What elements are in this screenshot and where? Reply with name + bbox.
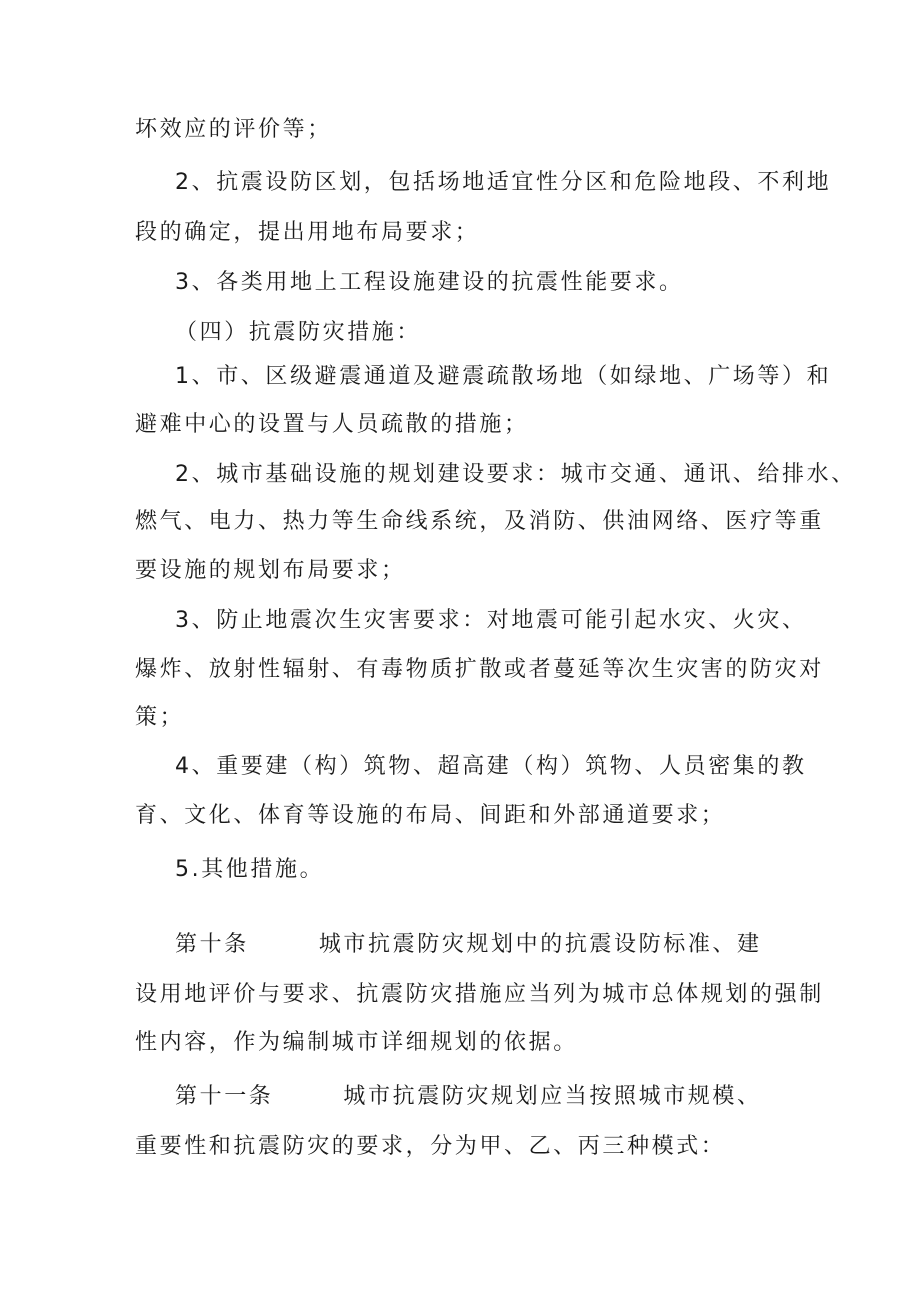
article-number: 第十一条 xyxy=(175,1084,274,1109)
text-line: 策； xyxy=(135,705,185,730)
article-11-heading-line xyxy=(175,1082,762,1112)
article-number: 第十条 xyxy=(175,932,249,957)
text-line: 燃气、电力、热力等生命线系统，及消防、供油网络、医疗等重 xyxy=(135,509,824,534)
text-line: 性内容，作为编制城市详细规划的依据。 xyxy=(135,1030,578,1055)
text-line: 设用地评价与要求、抗震防灾措施应当列为城市总体规划的强制 xyxy=(135,982,824,1007)
text-line: 要设施的规划布局要求； xyxy=(135,558,406,583)
text-line: 5.其他措施。 xyxy=(175,857,325,882)
text-line: 2、抗震设防区划，包括场地适宜性分区和危险地段、不利地 xyxy=(175,170,832,195)
section-heading: （四）抗震防灾措施： xyxy=(175,320,422,345)
text-line: 1、市、区级避震通道及避震疏散场地（如绿地、广场等）和 xyxy=(175,364,832,389)
text-line: 3、防止地震次生灾害要求：对地震可能引起水灾、火灾、 xyxy=(175,608,807,633)
text-line: 2、城市基础设施的规划建设要求：城市交通、通讯、给排水、 xyxy=(175,462,856,487)
text-line: 段的确定，提出用地布局要求； xyxy=(135,220,480,245)
article-10-heading-line xyxy=(175,930,762,960)
text-line: 爆炸、放射性辐射、有毒物质扩散或者蔓延等次生灾害的防灾对 xyxy=(135,657,824,682)
text-line: 育、文化、体育等设施的布局、间距和外部通道要求； xyxy=(135,803,726,828)
article-text: 城市抗震防灾规划应当按照城市规模、 xyxy=(343,1084,762,1109)
text-line: 坏效应的评价等； xyxy=(135,117,332,142)
text-line: 重要性和抗震防灾的要求，分为甲、乙、丙三种模式： xyxy=(135,1134,726,1159)
article-text: 城市抗震防灾规划中的抗震设防标准、建 xyxy=(318,932,762,957)
text-line: 避难中心的设置与人员疏散的措施； xyxy=(135,412,529,437)
text-line: 3、各类用地上工程设施建设的抗震性能要求。 xyxy=(175,270,684,295)
text-line: 4、重要建（构）筑物、超高建（构）筑物、人员密集的教 xyxy=(175,754,807,779)
